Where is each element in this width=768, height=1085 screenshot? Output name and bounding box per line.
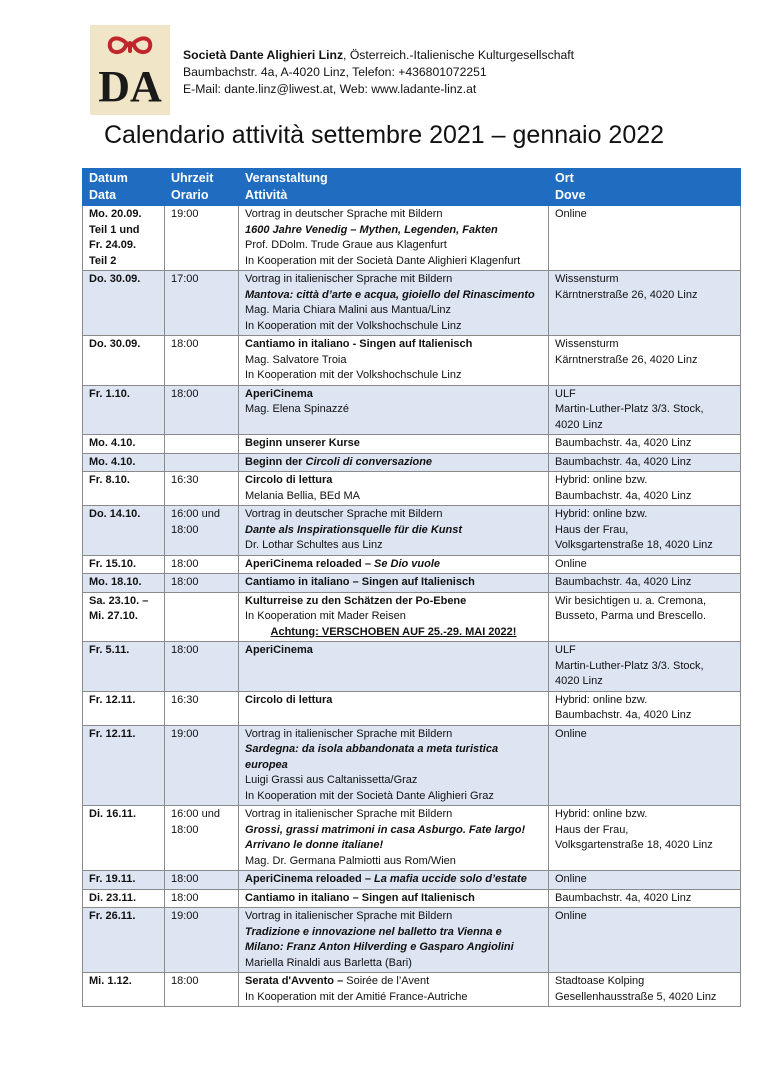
date-cell	[83, 642, 165, 692]
date-cell	[83, 453, 165, 472]
place-cell	[549, 806, 741, 871]
place-cell	[549, 725, 741, 806]
date-cell-line: Teil 2	[89, 254, 117, 267]
date-cell-line: Fr. 19.11.	[89, 873, 136, 885]
place-cell	[549, 472, 741, 506]
place-cell-line: Wissensturm	[555, 338, 619, 350]
event-cell	[239, 435, 549, 454]
event-cell	[239, 871, 549, 890]
date-cell-line: Mi. 27.10.	[89, 610, 138, 622]
table-row	[83, 453, 741, 472]
event-cell	[239, 472, 549, 506]
date-cell-line: Sa. 23.10. –	[89, 594, 149, 607]
place-cell-line: Volksgartenstraße 18, 4020 Linz	[555, 539, 713, 551]
place-cell-line: Busseto, Parma und Brescello.	[555, 610, 707, 622]
organization-info	[183, 47, 574, 98]
time-cell	[165, 889, 239, 908]
time-cell-line: 19:00	[171, 208, 199, 220]
event-title: 1600 Jahre Venedig – Mythen, Legenden, Fakten	[245, 223, 498, 236]
time-cell-line: 16:00 und	[171, 808, 220, 820]
table-row	[83, 973, 741, 1007]
table-row	[83, 271, 741, 336]
place-cell	[549, 889, 741, 908]
place-cell-line: Baumbachstr. 4a, 4020 Linz	[555, 709, 692, 721]
event-cell	[239, 206, 549, 271]
event-cell	[239, 336, 549, 386]
time-cell	[165, 871, 239, 890]
event-text: Circoli di conversazione	[305, 455, 433, 468]
place-cell-line: Martin-Luther-Platz 3/3. Stock,	[555, 659, 704, 672]
table-row	[83, 806, 741, 871]
event-line: Vortrag in italienischer Sprache mit Bildern	[245, 910, 453, 922]
place-cell-line: Hybrid: online bzw.	[555, 693, 648, 706]
event-line	[245, 872, 542, 888]
event-cell	[239, 506, 549, 556]
event-cell	[239, 385, 549, 435]
event-line: In Kooperation mit der Volkshochschule Linz	[245, 369, 462, 381]
time-cell	[165, 908, 239, 973]
place-cell	[549, 871, 741, 890]
event-line: Luigi Grassi aus Caltanissetta/Graz	[245, 774, 418, 786]
time-cell-line: 18:00	[171, 576, 199, 588]
place-cell-line: Wissensturm	[555, 273, 619, 285]
event-line: In Kooperation mit Mader Reisen	[245, 610, 406, 622]
place-cell-line: Wir besichtigen u. a. Cremona,	[555, 594, 707, 607]
place-cell	[549, 206, 741, 271]
time-cell	[165, 506, 239, 556]
date-cell	[83, 725, 165, 806]
time-cell-line: 19:00	[171, 910, 199, 922]
time-cell-line: 18:00	[171, 873, 199, 885]
place-cell	[549, 642, 741, 692]
event-line: In Kooperation mit der Società Dante Alighieri Klagenfurt	[245, 254, 521, 267]
event-text: Beginn der	[245, 455, 306, 468]
place-cell	[549, 555, 741, 574]
table-row	[83, 472, 741, 506]
table-body	[83, 206, 741, 1007]
place-cell	[549, 385, 741, 435]
event-line: Mag. Elena Spinazzé	[245, 403, 349, 415]
date-cell-line: Do. 30.09.	[89, 338, 141, 350]
time-cell	[165, 806, 239, 871]
events-table	[82, 168, 741, 1007]
col-header-event: Veranstaltung Attività	[239, 169, 549, 206]
time-cell-line: 18:00	[171, 891, 199, 904]
date-cell	[83, 889, 165, 908]
time-cell-line: 18:00	[171, 975, 199, 987]
place-cell-line: Baumbachstr. 4a, 4020 Linz	[555, 891, 692, 904]
date-cell-line: Fr. 8.10.	[89, 474, 130, 486]
event-cell	[239, 574, 549, 593]
place-cell	[549, 908, 741, 973]
event-cell	[239, 691, 549, 725]
date-cell-line: Mo. 4.10.	[89, 437, 136, 449]
event-line	[245, 557, 542, 573]
event-line: Prof. DDolm. Trude Graue aus Klagenfurt	[245, 239, 447, 251]
event-line: AperiCinema	[245, 387, 313, 400]
table-row	[83, 574, 741, 593]
event-line: Kulturreise zu den Schätzen der Po-Ebene	[245, 594, 467, 607]
place-cell-line: Hybrid: online bzw.	[555, 808, 648, 820]
event-cell	[239, 642, 549, 692]
place-cell	[549, 435, 741, 454]
event-text: Soirée de l’Avent	[346, 975, 430, 987]
date-cell-line: Di. 23.11.	[89, 891, 137, 904]
event-line: Vortrag in deutscher Sprache mit Bildern	[245, 208, 443, 220]
time-cell	[165, 453, 239, 472]
table-row	[83, 889, 741, 908]
event-line	[245, 455, 542, 471]
time-cell	[165, 574, 239, 593]
table-row	[83, 336, 741, 386]
date-cell-line: Di. 16.11.	[89, 808, 137, 820]
event-cell	[239, 453, 549, 472]
date-cell	[83, 806, 165, 871]
date-cell-line: Fr. 1.10.	[89, 387, 130, 400]
org-address: Baumbachstr. 4a, A-4020 Linz, Telefon: +436801072251	[183, 65, 487, 79]
event-line: Mag. Maria Chiara Malini aus Mantua/Linz	[245, 304, 452, 316]
date-cell-line: Fr. 12.11.	[89, 693, 136, 706]
time-cell	[165, 385, 239, 435]
place-cell-line: Online	[555, 873, 587, 885]
event-cell	[239, 725, 549, 806]
date-cell-line: Mo. 4.10.	[89, 455, 136, 468]
place-cell-line: Kärntnerstraße 26, 4020 Linz	[555, 288, 698, 301]
event-line: In Kooperation mit der Società Dante Alighieri Graz	[245, 789, 494, 802]
event-cell	[239, 889, 549, 908]
place-cell-line: Baumbachstr. 4a, 4020 Linz	[555, 455, 692, 468]
place-cell-line: Hybrid: online bzw.	[555, 508, 648, 520]
table-row	[83, 385, 741, 435]
date-cell-line: Mi. 1.12.	[89, 975, 132, 987]
place-cell-line: ULF	[555, 644, 576, 656]
table-row	[83, 871, 741, 890]
event-title: Sardegna: da isola abbandonata a meta turistica europea	[245, 743, 499, 771]
event-text: Serata d'Avvento –	[245, 975, 347, 987]
place-cell	[549, 574, 741, 593]
time-cell	[165, 725, 239, 806]
event-line: Circolo di lettura	[245, 693, 333, 706]
dante-logo	[90, 25, 170, 115]
time-cell	[165, 973, 239, 1007]
place-cell-line: ULF	[555, 387, 576, 400]
place-cell-line: Kärntnerstraße 26, 4020 Linz	[555, 353, 698, 366]
time-cell-line: 16:30	[171, 474, 199, 486]
event-title: Grossi, grassi matrimoni in casa Asburgo. Fate largo! Arrivano le donne italiane!	[245, 823, 526, 851]
time-cell-line: 18:00	[171, 387, 199, 400]
event-cell	[239, 973, 549, 1007]
event-line: Cantiamo in italiano - Singen auf Italienisch	[245, 338, 473, 350]
event-line: Melania Bellia, BEd MA	[245, 489, 360, 502]
event-line: Vortrag in italienischer Sprache mit Bildern	[245, 808, 453, 820]
table-row	[83, 725, 741, 806]
time-cell-line: 18:00	[171, 557, 199, 570]
event-cell	[239, 271, 549, 336]
event-cell	[239, 908, 549, 973]
date-cell	[83, 973, 165, 1007]
time-cell-line: 17:00	[171, 273, 199, 285]
place-cell-line: Haus der Frau,	[555, 823, 629, 836]
place-cell-line: Baumbachstr. 4a, 4020 Linz	[555, 489, 692, 502]
date-cell	[83, 385, 165, 435]
table-row	[83, 206, 741, 271]
event-text: AperiCinema reloaded –	[245, 873, 374, 885]
table-row	[83, 435, 741, 454]
time-cell-line: 18:00	[171, 823, 199, 836]
date-cell-line: Do. 14.10.	[89, 508, 141, 520]
date-cell-line: Fr. 5.11.	[89, 644, 130, 656]
date-cell	[83, 206, 165, 271]
place-cell	[549, 453, 741, 472]
event-line: Vortrag in italienischer Sprache mit Bildern	[245, 273, 453, 285]
event-line: Vortrag in deutscher Sprache mit Bildern	[245, 508, 443, 520]
date-cell-line: Fr. 24.09.	[89, 239, 137, 251]
table-row	[83, 506, 741, 556]
time-cell-line: 18:00	[171, 338, 199, 350]
time-cell	[165, 592, 239, 642]
event-cell	[239, 555, 549, 574]
time-cell-line: 16:30	[171, 693, 199, 706]
table-row	[83, 642, 741, 692]
table-row	[83, 691, 741, 725]
date-cell-line: Fr. 15.10.	[89, 557, 137, 570]
place-cell-line: Hybrid: online bzw.	[555, 474, 648, 486]
date-cell	[83, 555, 165, 574]
org-name-suffix: , Österreich.-Italienische Kulturgesellschaft	[343, 48, 575, 62]
event-text: AperiCinema reloaded –	[245, 557, 374, 570]
place-cell	[549, 336, 741, 386]
time-cell	[165, 206, 239, 271]
time-cell-line: 18:00	[171, 523, 199, 536]
place-cell-line: Online	[555, 910, 587, 922]
date-cell-line: Do. 30.09.	[89, 273, 141, 285]
date-cell	[83, 691, 165, 725]
event-line: Vortrag in italienischer Sprache mit Bildern	[245, 727, 453, 740]
table-row	[83, 555, 741, 574]
event-line: Mariella Rinaldi aus Barletta (Bari)	[245, 956, 412, 969]
date-cell	[83, 908, 165, 973]
date-cell-line: Mo. 18.10.	[89, 576, 142, 588]
place-cell-line: 4020 Linz	[555, 418, 603, 431]
event-cell	[239, 592, 549, 642]
place-cell	[549, 592, 741, 642]
event-text: Se Dio vuole	[374, 557, 441, 570]
table-header-row	[83, 169, 741, 206]
time-cell-line: 16:00 und	[171, 508, 220, 520]
place-cell-line: Online	[555, 727, 587, 740]
place-cell-line: Haus der Frau,	[555, 523, 629, 536]
page-title: Calendario attività settembre 2021 – gennaio 2022	[103, 121, 665, 149]
time-cell-line: 18:00	[171, 644, 199, 656]
date-cell	[83, 435, 165, 454]
date-cell-line: Fr. 26.11.	[89, 910, 136, 922]
date-cell	[83, 506, 165, 556]
date-cell	[83, 592, 165, 642]
place-cell	[549, 271, 741, 336]
event-line: Cantiamo in italiano – Singen auf Italienisch	[245, 891, 475, 904]
place-cell-line: Baumbachstr. 4a, 4020 Linz	[555, 576, 692, 588]
time-cell	[165, 435, 239, 454]
time-cell-line: 19:00	[171, 727, 199, 740]
event-line: Beginn unserer Kurse	[245, 437, 360, 449]
date-cell	[83, 871, 165, 890]
event-line: Cantiamo in italiano – Singen auf Italienisch	[245, 576, 475, 588]
place-cell-line: Volksgartenstraße 18, 4020 Linz	[555, 839, 713, 851]
table-row	[83, 908, 741, 973]
event-line: Dr. Lothar Schultes aus Linz	[245, 539, 383, 551]
event-text: La mafia uccide solo d’estate	[374, 873, 527, 885]
event-line: Mag. Dr. Germana Palmiotti aus Rom/Wien	[245, 854, 456, 867]
time-cell	[165, 271, 239, 336]
place-cell-line: Baumbachstr. 4a, 4020 Linz	[555, 437, 692, 449]
time-cell	[165, 691, 239, 725]
place-cell-line: Stadtoase Kolping	[555, 975, 645, 987]
event-title: Dante als Inspirationsquelle für die Kunst	[245, 523, 462, 536]
date-cell-line: Teil 1 und	[89, 223, 140, 236]
date-cell	[83, 574, 165, 593]
event-line: Circolo di lettura	[245, 474, 333, 486]
col-header-date: Datum Data	[83, 169, 165, 206]
time-cell	[165, 472, 239, 506]
event-cell	[239, 806, 549, 871]
event-line: AperiCinema	[245, 644, 313, 656]
org-name: Società Dante Alighieri Linz	[183, 48, 344, 62]
place-cell-line: 4020 Linz	[555, 675, 603, 687]
time-cell	[165, 642, 239, 692]
letterhead	[90, 25, 710, 115]
event-title: Tradizione e innovazione nel balletto tra Vienna e Milano: Franz Anton Hilverding e Gasparo Angiolini	[245, 925, 514, 953]
org-contact[interactable]: E-Mail: dante.linz@liwest.at, Web: www.ladante-linz.at	[183, 82, 477, 96]
date-cell	[83, 271, 165, 336]
col-header-time: Uhrzeit Orario	[165, 169, 239, 206]
place-cell	[549, 973, 741, 1007]
date-cell	[83, 336, 165, 386]
time-cell	[165, 336, 239, 386]
place-cell-line: Martin-Luther-Platz 3/3. Stock,	[555, 403, 704, 415]
place-cell-line: Gesellenhausstraße 5, 4020 Linz	[555, 990, 717, 1003]
event-line: In Kooperation mit der Amitié France-Autriche	[245, 990, 468, 1003]
date-cell-line: Fr. 12.11.	[89, 727, 136, 740]
place-cell	[549, 691, 741, 725]
place-cell	[549, 506, 741, 556]
place-cell-line: Online	[555, 557, 587, 570]
event-line: Mag. Salvatore Troia	[245, 353, 347, 366]
date-cell-line: Mo. 20.09.	[89, 208, 142, 220]
date-cell	[83, 472, 165, 506]
logo-lettering: DA	[98, 62, 162, 111]
event-title: Mantova: città d’arte e acqua, gioiello del Rinascimento	[245, 288, 535, 301]
postponed-notice: Achtung: VERSCHOBEN AUF 25.-29. MAI 2022!	[270, 625, 517, 638]
place-cell-line: Online	[555, 208, 587, 220]
time-cell	[165, 555, 239, 574]
event-line: In Kooperation mit der Volkshochschule Linz	[245, 319, 462, 332]
col-header-place: Ort Dove	[549, 169, 741, 206]
table-row	[83, 592, 741, 642]
event-line	[245, 974, 542, 990]
